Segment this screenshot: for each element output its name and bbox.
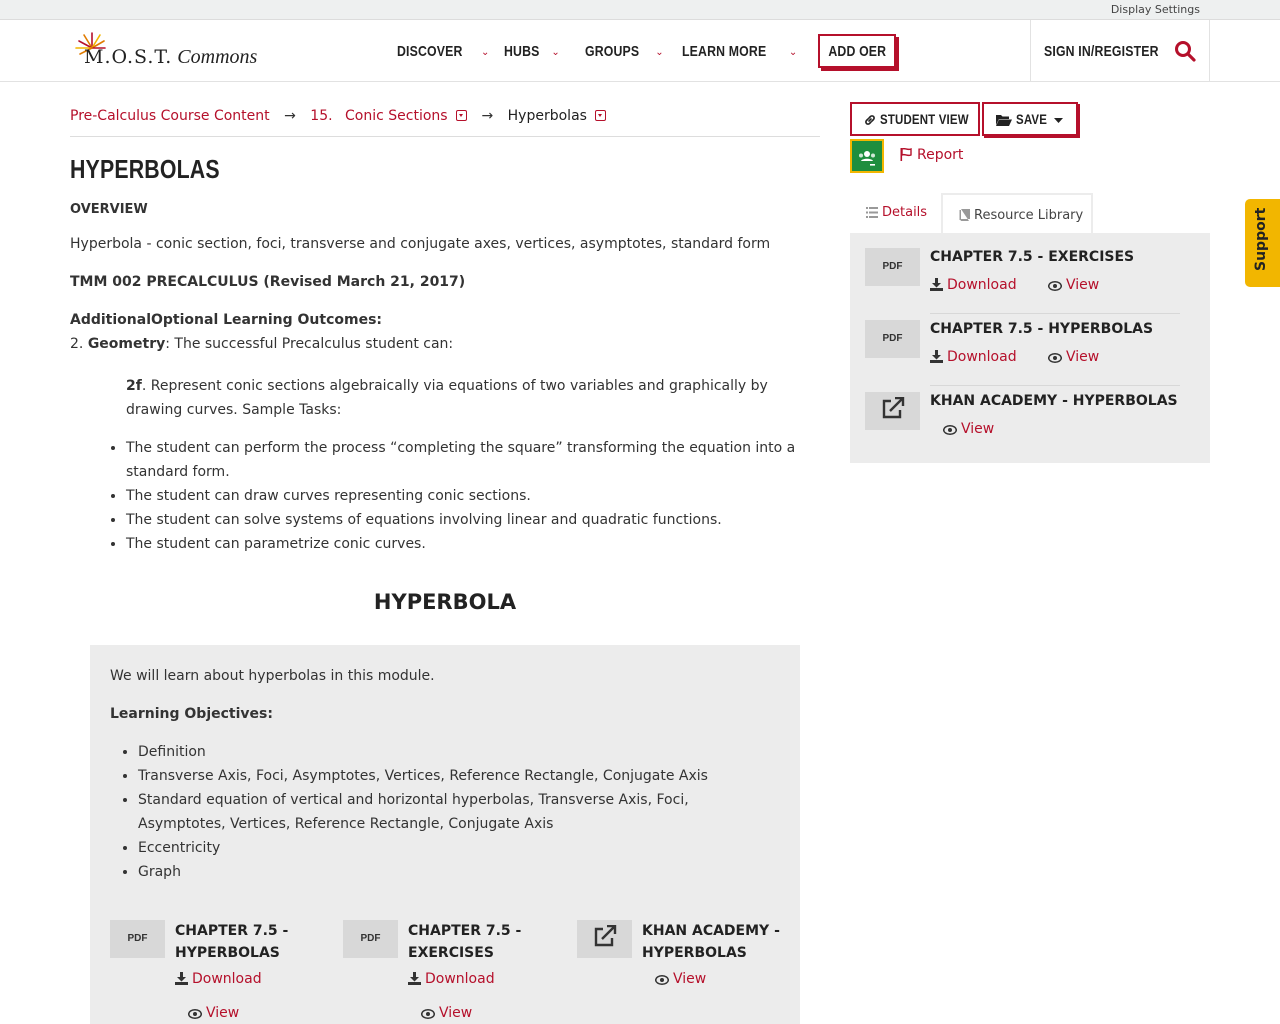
nav-discover-label: DISCOVER (397, 43, 463, 60)
list-item (865, 233, 1195, 305)
download-label: Download (947, 277, 1017, 293)
breadcrumb-section[interactable]: Conic Sections (345, 108, 448, 124)
logo-main-text: M.O.S.T. (84, 46, 173, 68)
caret-down-icon[interactable] (456, 110, 467, 121)
save-button[interactable] (982, 102, 1078, 136)
sign-in-link[interactable] (1044, 42, 1184, 60)
download-icon (930, 278, 943, 291)
outcome-2f (126, 374, 826, 422)
google-classroom-button[interactable] (850, 139, 884, 173)
view-link[interactable] (943, 421, 994, 437)
view-label: View (961, 421, 995, 437)
breadcrumb-section-number[interactable]: 15. (310, 108, 333, 124)
support-label: Support (1253, 207, 1269, 271)
eye-icon (1048, 353, 1062, 363)
breadcrumb-arrow: → (284, 108, 296, 124)
google-classroom-icon (852, 141, 882, 171)
outcome-2f-text: . Represent conic sections algebraically via equations of two variables and graphically by drawing curves. Sample Tasks: (126, 378, 768, 418)
view-link[interactable] (421, 1005, 472, 1021)
eye-icon (1048, 281, 1062, 291)
site-logo[interactable] (70, 30, 260, 70)
site-header (0, 20, 1280, 82)
add-oer-button[interactable] (818, 34, 896, 68)
page-title-text: HYPERBOLAS (70, 154, 220, 184)
list-item: • The student can perform the process “completing the square” transforming the equation into a standard form. (126, 436, 826, 484)
download-link[interactable] (175, 971, 262, 987)
external-link-icon (881, 397, 905, 419)
overview-label: OVERVIEW (70, 202, 148, 217)
tab-details[interactable] (866, 205, 927, 220)
tab-details-label: Details (882, 205, 928, 220)
view-link[interactable] (655, 971, 706, 987)
link-icon (864, 114, 876, 126)
eye-icon (188, 1009, 202, 1019)
header-divider (1030, 20, 1031, 82)
pdf-thumbnail[interactable]: PDF (865, 320, 920, 358)
breadcrumb-current: Hyperbolas (507, 108, 587, 124)
list-item: • Standard equation of vertical and horizontal hyperbolas, Transverse Axis, Foci, Asymptotes, Vertices, Reference Rectangle, Conjugate Axis (138, 788, 758, 836)
nav-learn-more-label: LEARN MORE (682, 43, 767, 60)
nav-learn-more[interactable] (682, 42, 797, 60)
download-icon (175, 972, 188, 985)
logo-text (84, 46, 257, 69)
tab-library-label: Resource Library (974, 208, 1084, 223)
download-link[interactable] (930, 349, 1017, 365)
nav-groups[interactable] (585, 42, 664, 60)
resource-title[interactable]: CHAPTER 7.5 - HYPERBOLAS (930, 321, 1154, 337)
geometry-prefix: 2. (70, 336, 88, 352)
add-oer-label: ADD OER (828, 43, 886, 60)
download-label: Download (425, 971, 495, 987)
sign-in-label: SIGN IN/REGISTER (1044, 43, 1159, 60)
eye-icon (655, 975, 669, 985)
list-item: • Definition (138, 740, 758, 764)
tab-resource-library[interactable] (941, 193, 1093, 235)
learning-objectives-label: Learning Objectives: (110, 706, 273, 722)
resource-card (577, 920, 797, 1024)
module-panel (90, 645, 800, 1024)
logo-sub-text: Commons (177, 46, 258, 68)
resource-title[interactable]: CHAPTER 7.5 - HYPERBOLAS (175, 923, 289, 961)
chevron-down-icon: ⌄ (655, 47, 664, 58)
book-icon (959, 209, 970, 221)
caret-down-icon (1054, 118, 1063, 124)
geometry-bold: Geometry (87, 336, 166, 352)
view-label: View (1066, 349, 1100, 365)
tmm-heading: TMM 002 PRECALCULUS (Revised March 21, 2017) (70, 274, 466, 290)
sample-tasks-list (126, 436, 826, 556)
geometry-outcome (70, 336, 453, 352)
save-label: SAVE (1016, 111, 1048, 127)
flag-icon (900, 148, 913, 161)
resource-title[interactable]: CHAPTER 7.5 - EXERCISES (408, 923, 522, 961)
search-icon[interactable] (1174, 40, 1196, 62)
external-link-icon (593, 925, 617, 947)
resource-card (110, 920, 330, 1024)
resource-title[interactable]: KHAN ACADEMY - HYPERBOLAS (930, 393, 1178, 409)
list-item: • Graph (138, 860, 758, 884)
breadcrumb-arrow: → (481, 108, 494, 124)
list-item: • Eccentricity (138, 836, 758, 860)
module-intro: We will learn about hyperbolas in this module. (110, 668, 435, 684)
list-item (865, 305, 1195, 377)
view-label: View (206, 1005, 240, 1021)
pdf-thumbnail[interactable]: PDF (343, 920, 398, 958)
student-view-label: STUDENT VIEW (880, 111, 969, 127)
header-divider (1209, 20, 1210, 82)
external-link-thumbnail[interactable] (577, 920, 632, 958)
nav-groups-label: GROUPS (585, 43, 640, 60)
download-label: Download (192, 971, 262, 987)
chevron-down-icon: ⌄ (551, 47, 560, 58)
view-label: View (439, 1005, 473, 1021)
download-icon (408, 972, 421, 985)
resource-title[interactable]: KHAN ACADEMY - HYPERBOLAS (642, 923, 780, 961)
outcome-2f-code: 2f (126, 378, 142, 394)
student-view-button[interactable] (850, 102, 980, 136)
overview-description: Hyperbola - conic section, foci, transverse and conjugate axes, vertices, asymptotes, standard form (70, 236, 771, 252)
view-link[interactable] (188, 1005, 239, 1021)
view-label: View (1066, 277, 1100, 293)
resource-card (343, 920, 563, 1024)
chevron-down-icon: ⌄ (788, 47, 798, 58)
eye-icon (421, 1009, 435, 1019)
folder-open-icon (996, 114, 1012, 126)
breadcrumb (70, 108, 820, 137)
view-link[interactable] (1048, 277, 1099, 293)
additional-outcomes-label: AdditionalOptional Learning Outcomes: (70, 312, 383, 328)
list-item: • The student can draw curves representing conic sections. (126, 484, 826, 508)
display-settings-link[interactable]: Display Settings (1110, 3, 1200, 16)
pdf-thumbnail[interactable]: PDF (110, 920, 165, 958)
nav-discover[interactable] (397, 42, 489, 60)
learning-objectives-list (138, 740, 758, 884)
resource-library-panel (850, 233, 1210, 463)
caret-down-icon[interactable] (595, 110, 606, 121)
external-link-thumbnail[interactable] (865, 392, 920, 430)
page-title (70, 154, 253, 185)
resource-title[interactable]: CHAPTER 7.5 - EXERCISES (930, 249, 1135, 265)
pdf-thumbnail[interactable]: PDF (865, 248, 920, 286)
top-utility-bar (0, 0, 1280, 20)
list-item: • The student can parametrize conic curves. (126, 532, 826, 556)
breadcrumb-course[interactable]: Pre-Calculus Course Content (70, 108, 270, 124)
geometry-rest: : The successful Precalculus student can: (165, 336, 454, 352)
eye-icon (943, 425, 957, 435)
module-heading: HYPERBOLA (373, 590, 517, 614)
list-icon (866, 207, 878, 218)
nav-hubs-label: HUBS (504, 43, 540, 60)
view-link[interactable] (1048, 349, 1099, 365)
nav-hubs[interactable] (504, 42, 560, 60)
download-link[interactable] (930, 277, 1017, 293)
download-label: Download (947, 349, 1017, 365)
list-item (865, 377, 1195, 449)
list-item: • The student can solve systems of equations involving linear and quadratic functions. (126, 508, 826, 532)
view-label: View (673, 971, 707, 987)
support-tab[interactable] (1245, 199, 1280, 287)
report-label: Report (917, 147, 964, 163)
chevron-down-icon: ⌄ (480, 47, 490, 58)
list-item: • Transverse Axis, Foci, Asymptotes, Vertices, Reference Rectangle, Conjugate Axis (138, 764, 758, 788)
download-link[interactable] (408, 971, 495, 987)
report-link[interactable] (900, 147, 963, 163)
download-icon (930, 350, 943, 363)
